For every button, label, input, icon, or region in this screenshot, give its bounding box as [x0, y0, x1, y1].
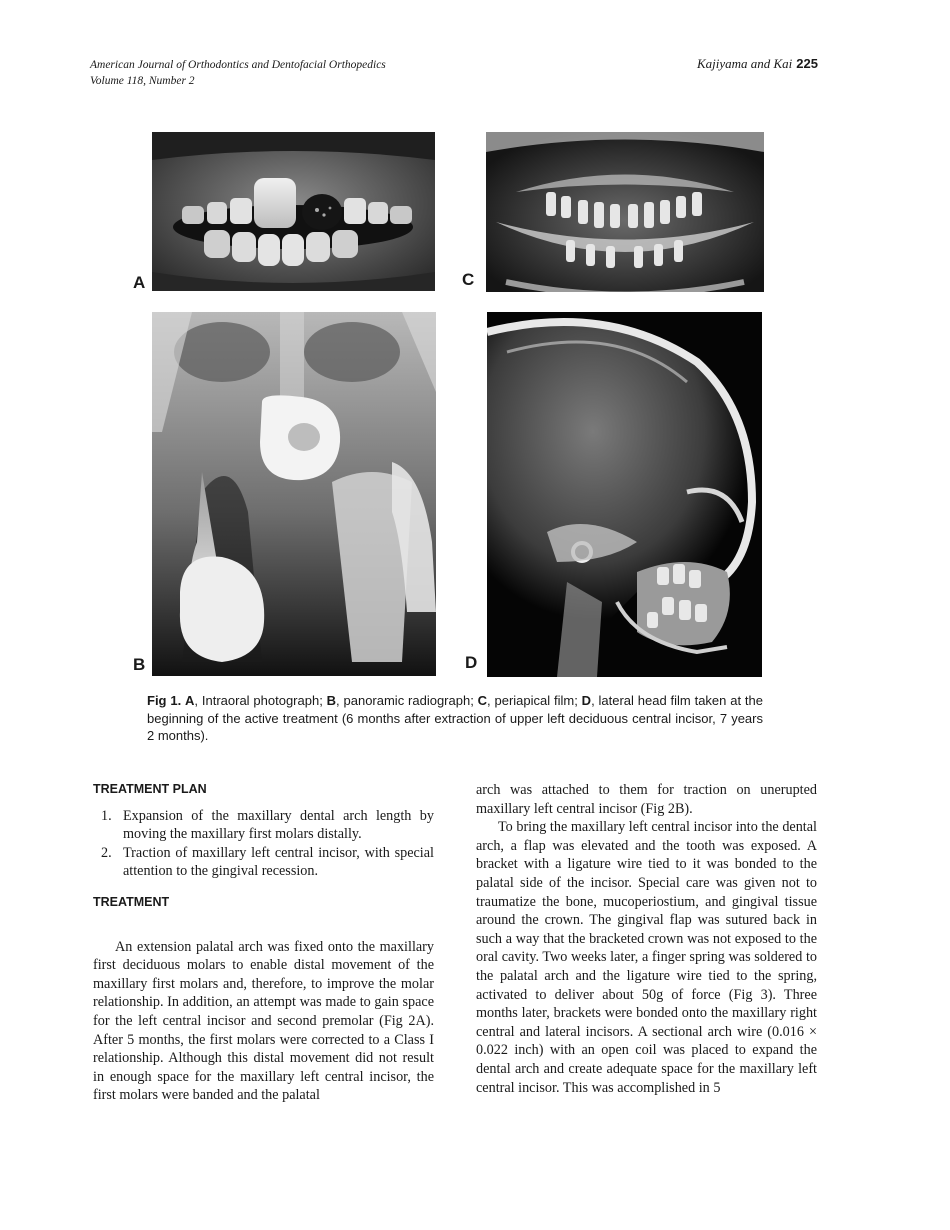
left-column — [93, 780, 434, 1105]
list-item — [93, 807, 434, 844]
panel-label-b: B — [133, 655, 146, 674]
panel-label-c: C — [462, 270, 475, 289]
treatment-heading: TREATMENT — [93, 894, 170, 909]
continued-paragraph: arch was attached to them for traction on unerupted maxillary left central incisor (Fig 2B). — [476, 782, 817, 817]
author-names: Kajiyama and Kai — [696, 56, 793, 71]
caption-label-a: A — [185, 693, 195, 708]
running-header-left — [90, 57, 386, 89]
figure-panel-a-intraoral-photo — [152, 132, 435, 291]
running-header-right — [697, 56, 818, 72]
list-item-number: 2. — [101, 844, 112, 861]
caption-label-c: C — [477, 693, 488, 708]
caption-fig-label: Fig 1. — [147, 693, 182, 708]
journal-title: American Journal of Orthodontics and Dentofacial Orthopedics — [90, 59, 386, 71]
caption-label-d: D — [581, 693, 592, 708]
figure-caption — [147, 692, 763, 745]
treatment-plan-heading: TREATMENT PLAN — [93, 782, 207, 796]
traction-paragraph: To bring the maxillary left central incisor into the dental arch, a flap was elevated and the tooth was exposed. A bracket with a ligature wire tied to it was bonded to the palatal side of the incisor. Special care was given not to traumatize the bone, mucoperiostium, and gingival tissue around the crown. The gingival flap was sutured back in such a way that the bracketed crown was not exposed to the oral cavity. Two weeks later, a finger spring was soldered to the palatal arch and the ligature wire tied to the spring, activated to deliver about 50g of force (Fig 3). Three months later, brackets were bonded onto the maxillary right central and lateral incisors. A sectional arch wire (0.016 × 0.022 inch) with an open coil was placed to expand the dental arch and create adequate space for the maxillary left central incisor. This was accomplished in 5 — [476, 819, 817, 1096]
treatment-plan-list — [93, 807, 434, 881]
page-number: 225 — [796, 56, 818, 71]
right-column — [476, 781, 817, 1097]
figure-panel-b-periapical-film — [152, 312, 436, 676]
list-item-text: Traction of maxillary left central incisor, with special attention to the gingival recession. — [123, 844, 434, 880]
list-item-text: Expansion of the maxillary dental arch length by moving the maxillary first molars distally. — [123, 807, 434, 843]
treatment-paragraph: An extension palatal arch was fixed onto the maxillary first deciduous molars to enable distal movement of the maxillary first molars and, therefore, to improve the molar relationship. In addition, an attempt was made to gain space for the left central incisor and second premolar (Fig 2A). After 5 months, the first molars were corrected to a Class I relationship. Although this distal movement did not result in enough space for the maxillary left central incisor, the first molars were banded and the palatal — [93, 938, 434, 1104]
caption-label-b: B — [326, 693, 337, 708]
volume-info: Volume 118, Number 2 — [90, 75, 195, 87]
caption-text-a: , Intraoral photograph; — [194, 693, 327, 708]
caption-text-c: , periapical film; — [487, 693, 582, 708]
figure-panel-c-radiograph — [486, 132, 764, 292]
caption-text-d: , lateral head film taken at the beginning of the active treatment (6 months after extraction of upper left deciduous central incisor, 7 years 2 months). — [147, 693, 763, 743]
list-item-number: 1. — [101, 807, 112, 824]
panel-label-a: A — [133, 273, 146, 292]
panel-label-d: D — [465, 653, 478, 672]
caption-text-b: , panoramic radiograph; — [336, 693, 478, 708]
figure-panel-d-lateral-head-film — [487, 312, 762, 677]
list-item — [93, 844, 434, 881]
